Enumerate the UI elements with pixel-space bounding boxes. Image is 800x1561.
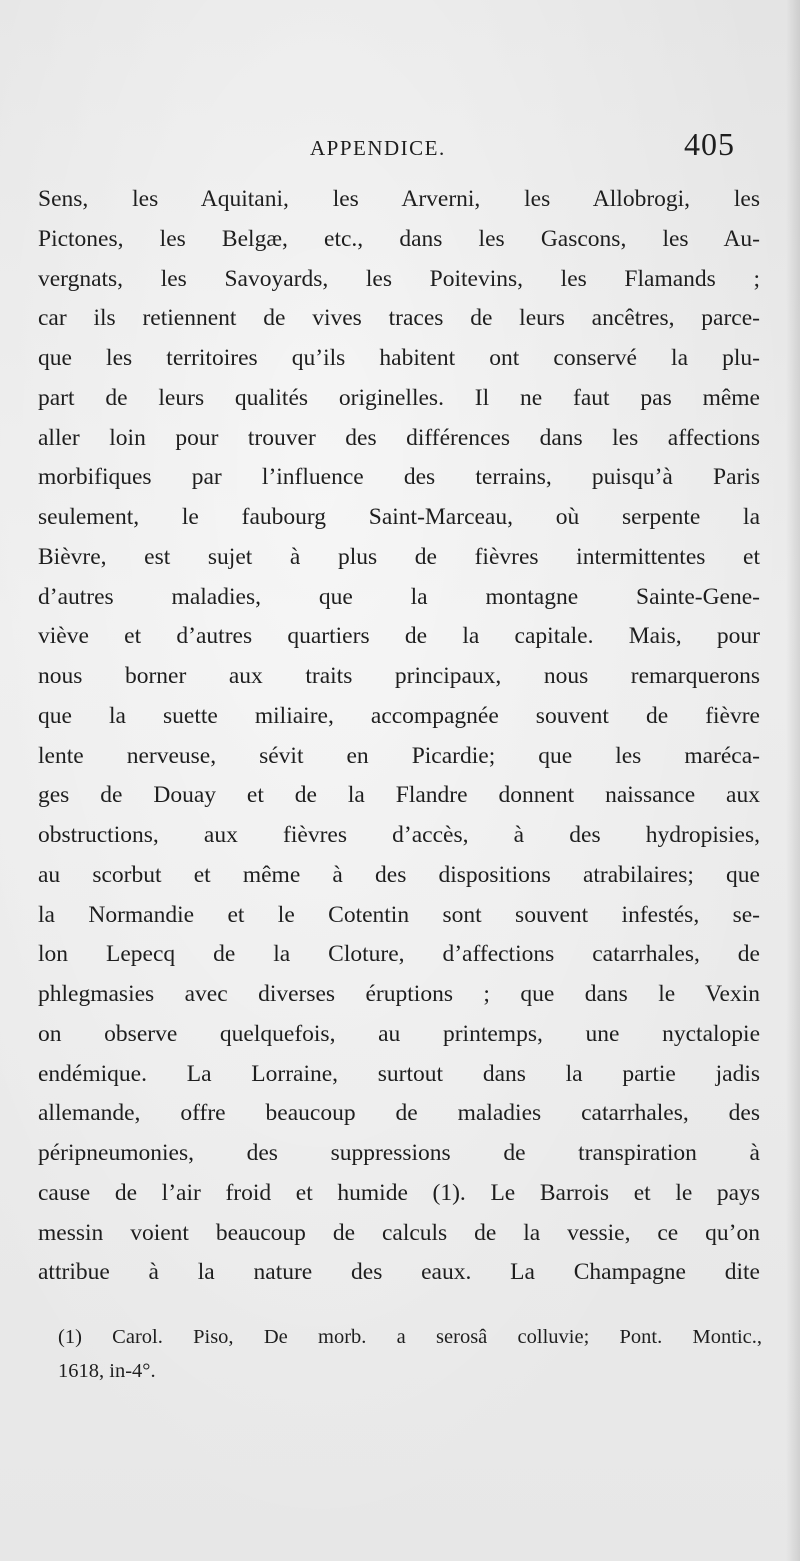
- text-line: allemande, offre beaucoup de maladies catarrhales, des: [38, 1100, 760, 1127]
- footnote-line: 1618, in-4°.: [58, 1360, 156, 1382]
- text-line: lon Lepecq de la Cloture, d’affections catarrhales, de: [38, 941, 760, 968]
- text-line: la Normandie et le Cotentin sont souvent infestés, se-: [38, 901, 760, 928]
- running-head: APPENDICE.: [310, 136, 446, 160]
- footnote-line: (1) Carol. Piso, De morb. a serosâ colluvie; Pont. Montic.,: [58, 1326, 762, 1348]
- text-line: aller loin pour trouver des différences dans les affections: [38, 424, 760, 451]
- text-line: Bièvre, est sujet à plus de fièvres intermittentes et: [38, 543, 760, 570]
- text-line: viève et d’autres quartiers de la capitale. Mais, pour: [38, 623, 760, 650]
- footnotes: [58, 1320, 762, 1388]
- text-line: nous borner aux traits principaux, nous remarquerons: [38, 663, 760, 689]
- text-line: phlegmasies avec diverses éruptions ; que dans le Vexin: [38, 981, 760, 1007]
- text-line: morbifiques par l’influence des terrains, puisqu’à Paris: [38, 464, 760, 491]
- text-line: car ils retiennent de vives traces de leurs ancêtres, parce-: [38, 305, 760, 332]
- text-line: Sens, les Aquitani, les Arverni, les Allobrogi, les: [38, 186, 760, 212]
- text-line: d’autres maladies, que la montagne Sainte-Gene-: [38, 583, 760, 610]
- text-line: obstructions, aux fièvres d’accès, à des hydropisies,: [38, 822, 760, 848]
- text-line: seulement, le faubourg Saint-Marceau, où serpente la: [38, 504, 760, 530]
- body-text: [38, 180, 760, 1293]
- text-line: Pictones, les Belgæ, etc., dans les Gascons, les Au-: [38, 225, 760, 252]
- text-line: part de leurs qualités originelles. Il ne faut pas même: [38, 384, 760, 411]
- text-line: au scorbut et même à des dispositions atrabilaires; que: [38, 861, 760, 888]
- text-line: que les territoires qu’ils habitent ont conservé la plu-: [38, 345, 760, 371]
- text-line: que la suette miliaire, accompagnée souvent de fièvre: [38, 702, 760, 729]
- text-line: on observe quelquefois, au printemps, une nyctalopie: [38, 1020, 760, 1047]
- text-line: péripneumonies, des suppressions de transpiration à: [38, 1140, 760, 1166]
- text-line: lente nerveuse, sévit en Picardie; que les maréca-: [38, 742, 760, 769]
- text-line: attribue à la nature des eaux. La Champagne dite: [38, 1259, 760, 1286]
- text-line: messin voient beaucoup de calculs de la vessie, ce qu’on: [38, 1219, 760, 1246]
- text-line: cause de l’air froid et humide (1). Le Barrois et le pays: [38, 1179, 760, 1206]
- text-line: endémique. La Lorraine, surtout dans la partie jadis: [38, 1060, 760, 1087]
- page-edge-shadow: [786, 0, 800, 1561]
- text-line: ges de Douay et de la Flandre donnent naissance aux: [38, 782, 760, 809]
- page-header: [0, 126, 800, 170]
- page-number: 405: [684, 126, 735, 162]
- text-line: vergnats, les Savoyards, les Poitevins, les Flamands ;: [38, 265, 760, 292]
